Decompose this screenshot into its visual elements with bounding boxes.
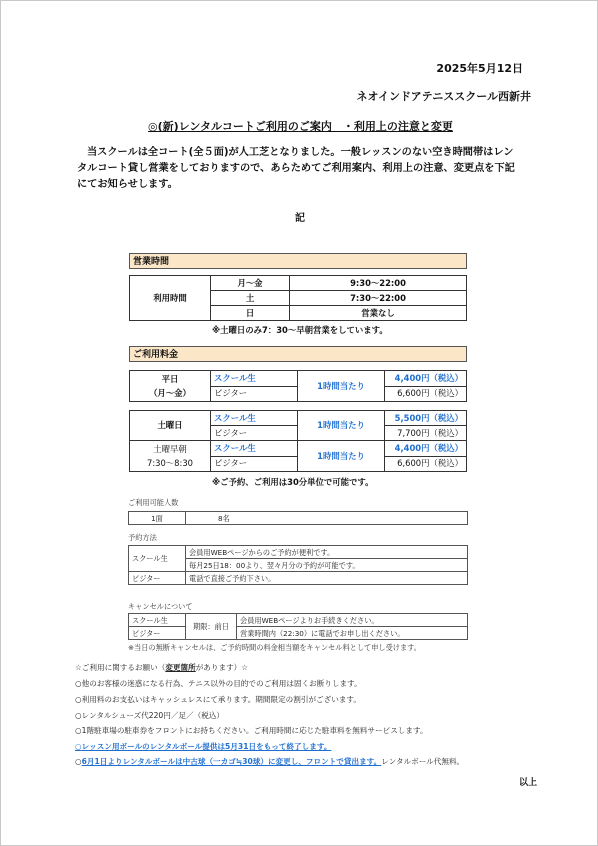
fee-price: 4,400円（税込） xyxy=(385,441,467,457)
hours-day: 月～金 xyxy=(211,276,290,291)
fee-type: スクール生 xyxy=(211,371,298,387)
school-name: ネオインドアテニススクール西新井 xyxy=(356,90,531,103)
fee-type: ビジター xyxy=(211,426,298,441)
cancel-label: キャンセルについて xyxy=(128,602,193,611)
capacity-people: 8名 xyxy=(186,512,468,525)
request-item: ○利用料のお支払いはキャッシュレスにて承ります。期間限定の割引がございます。 xyxy=(75,695,361,704)
requests-heading-post: があります）☆ xyxy=(195,663,249,672)
reservation-member-line: 会員用WEBページからのご予約が便利です。 xyxy=(186,546,468,559)
reservation-table xyxy=(128,545,468,585)
used-balls-mark: ○ xyxy=(75,757,82,766)
hours-time: 9:30～22:00 xyxy=(290,276,467,291)
request-item: ○レンタルシューズ代220円／足／（税込） xyxy=(75,711,224,720)
cancel-table xyxy=(128,613,468,640)
intro-line: にてお知らせします。 xyxy=(77,179,178,190)
intro-line: 当スクールは全コート(全５面)が人工芝となりました。一般レッスンのない空き時間帯はレン xyxy=(87,147,514,158)
reservation-member: スクール生 xyxy=(129,546,186,572)
hours-heading: 営業時間 xyxy=(129,253,467,269)
used-balls-tail: レンタルボール代無料。 xyxy=(381,757,465,766)
fee-price: 5,500円（税込） xyxy=(385,411,467,426)
fee-unit: 1時間当たり xyxy=(298,371,385,402)
early-label-2: 7:30～8:30 xyxy=(147,458,193,468)
intro-paragraph xyxy=(77,145,529,193)
request-item: ○他のお客様の迷惑になる行為、テニス以外の目的でのご利用は固くお断りします。 xyxy=(75,679,362,688)
requests-heading-pre: ☆ご利用に関するお願い（ xyxy=(75,663,166,672)
fee-price: 7,700円（税込） xyxy=(385,426,467,441)
used-balls-link[interactable]: 6月1日よりレンタルボールは中古球（一カゴ≒30球）に変更し、フロントで貸出ます。 xyxy=(81,757,382,766)
capacity-label: ご利用可能人数 xyxy=(128,498,179,507)
hours-note: ※土曜日のみ7：30～早朝営業をしています。 xyxy=(212,325,388,335)
ball-end-mark: ○ xyxy=(75,742,82,751)
requests-heading xyxy=(75,662,248,673)
fee-type: ビジター xyxy=(211,386,298,402)
reservation-label: 予約方法 xyxy=(128,533,157,542)
ball-end-link[interactable]: レッスン用ボールのレンタルボール提供は5月31日をもって終了します。 xyxy=(81,742,332,751)
fees-early-label xyxy=(130,441,211,472)
weekday-label-2: （月～金） xyxy=(149,388,191,398)
cancel-note: ※当日の無断キャンセルは、ご予約時間の料金相当額をキャンセル料として申し受けます。 xyxy=(128,643,421,652)
fees-weekday-label xyxy=(130,371,211,402)
reservation-visitor-line: 電話で直接ご予約下さい。 xyxy=(186,572,468,585)
cancel-member-line: 会員用WEBページよりお手続きください。 xyxy=(237,614,468,627)
fee-price: 6,600円（税込） xyxy=(385,456,467,472)
fees-note: ※ご予約、ご利用は30分単位で可能です。 xyxy=(212,477,374,487)
fee-type: スクール生 xyxy=(211,411,298,426)
cancel-member: スクール生 xyxy=(129,614,186,627)
cancel-visitor-line: 営業時間内（22:30）に電話でお申し出ください。 xyxy=(237,627,468,640)
hours-time: 7:30～22:00 xyxy=(290,291,467,306)
request-item: ○1階駐車場の駐車券をフロントにお持ちください。ご利用時間に応じた駐車料を無料サービスします。 xyxy=(75,726,428,735)
fee-price: 4,400円（税込） xyxy=(385,371,467,387)
closing-ijou: 以上 xyxy=(519,778,538,788)
fee-price: 6,600円（税込） xyxy=(385,386,467,402)
early-label-1: 土曜早朝 xyxy=(153,444,187,454)
document-date: 2025年5月12日 xyxy=(436,62,523,75)
document-title: ◎(新)レンタルコートご利用のご案内 ・利用上の注意と変更 xyxy=(148,120,453,133)
fees-weekday-table xyxy=(129,370,467,402)
fee-type: スクール生 xyxy=(211,441,298,457)
fee-type: ビジター xyxy=(211,456,298,472)
fee-unit: 1時間当たり xyxy=(298,441,385,472)
intro-line: タルコート貸し営業をしておりますので、あらためてご利用案内、利用上の注意、変更点を下記 xyxy=(77,163,515,174)
fee-unit: 1時間当たり xyxy=(298,411,385,441)
reservation-member-line: 毎月25日18：00より、翌々月分の予約が可能です。 xyxy=(186,559,468,572)
fees-saturday-label: 土曜日 xyxy=(130,411,211,441)
capacity-table xyxy=(128,511,468,525)
request-item-used-balls xyxy=(75,756,464,767)
weekday-label-1: 平日 xyxy=(161,374,179,384)
hours-table xyxy=(129,275,467,321)
fees-heading: ご利用料金 xyxy=(129,346,467,362)
requests-heading-em: 変更箇所 xyxy=(165,663,196,672)
hours-label: 利用時間 xyxy=(130,276,211,321)
hours-day: 日 xyxy=(211,306,290,321)
hours-time: 営業なし xyxy=(290,306,467,321)
request-item-ball-end xyxy=(75,741,331,752)
capacity-court: 1面 xyxy=(129,512,186,525)
fees-saturday-table xyxy=(129,410,467,472)
cancel-deadline: 期限：前日 xyxy=(186,614,237,640)
reservation-visitor: ビジター xyxy=(129,572,186,585)
hours-day: 土 xyxy=(211,291,290,306)
ki-heading: 記 xyxy=(295,213,305,224)
cancel-visitor: ビジター xyxy=(129,627,186,640)
